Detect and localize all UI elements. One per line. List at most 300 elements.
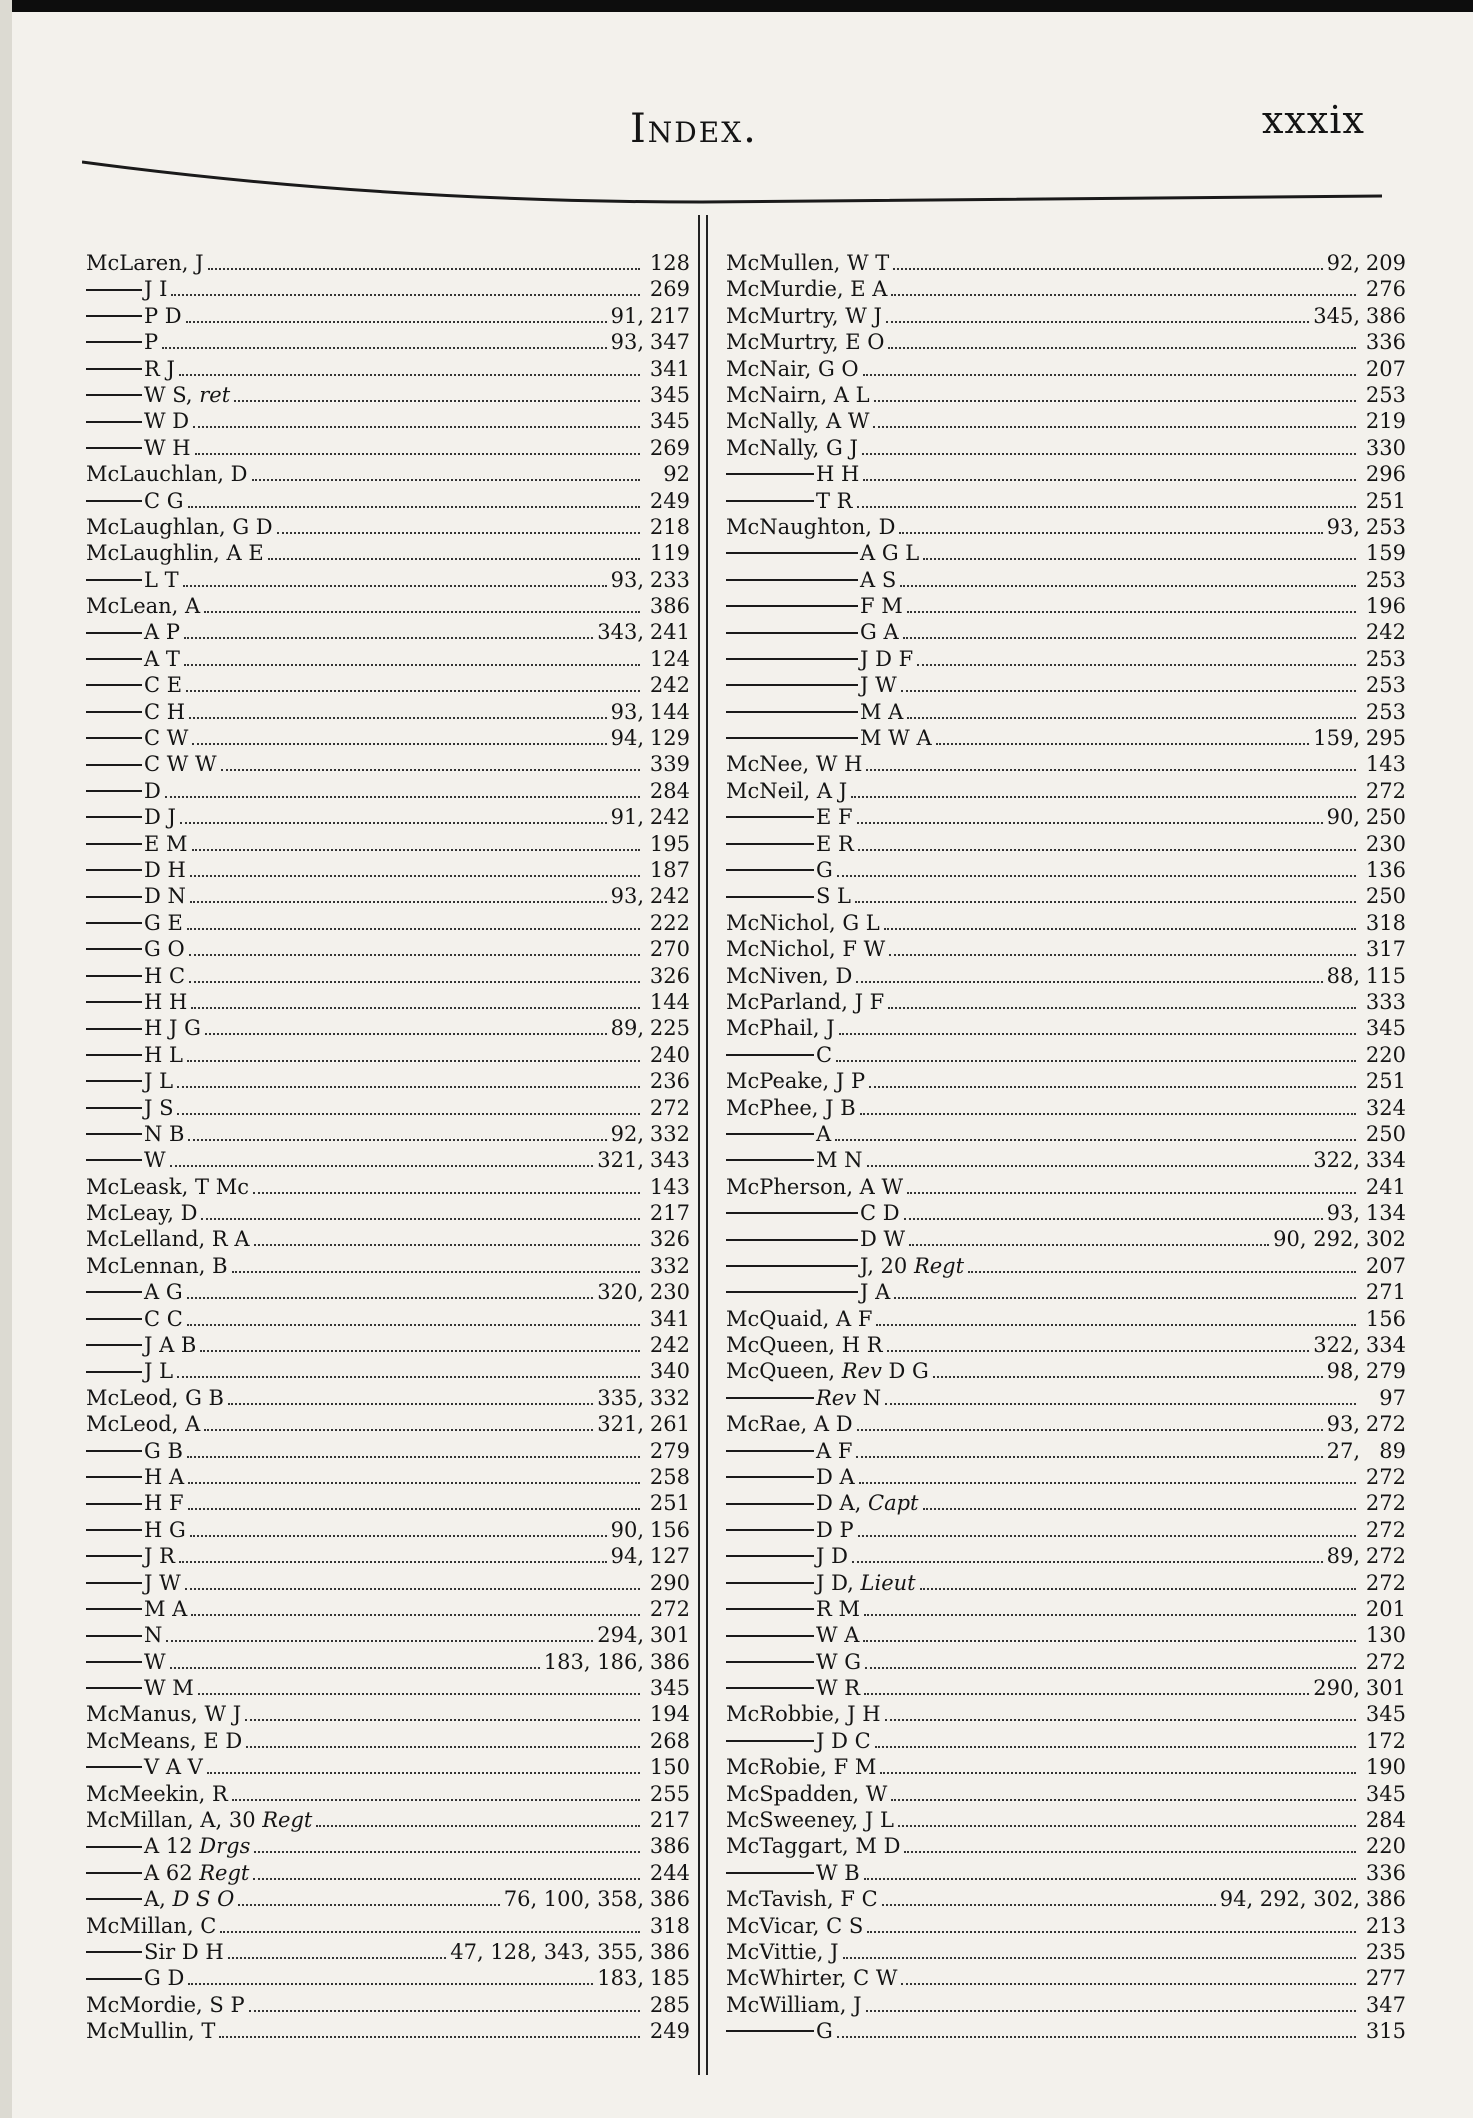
ditto-dash <box>726 1054 814 1056</box>
ditto-dash <box>86 1450 142 1452</box>
ditto-dash <box>86 1371 142 1373</box>
index-entry <box>726 831 1406 857</box>
ditto-dash <box>726 1159 814 1161</box>
entry-page-refs: 98, <box>1326 1359 1360 1384</box>
entry-page-refs: 91, <box>610 805 644 830</box>
ditto-dash <box>86 1318 142 1320</box>
ditto-dash <box>86 1080 142 1082</box>
ditto-dash <box>86 922 142 924</box>
leader-dots <box>187 1046 640 1062</box>
leader-dots <box>857 1415 1323 1431</box>
entry-page-number: 253 <box>1365 567 1406 592</box>
index-entry <box>726 1200 1406 1226</box>
leader-dots <box>904 1837 1356 1853</box>
entry-page-number: 386 <box>649 1834 690 1859</box>
ditto-dash <box>726 711 858 713</box>
index-entry <box>726 1517 1406 1543</box>
entry-name: H J G <box>144 1016 201 1041</box>
leader-dots <box>187 1310 640 1326</box>
ditto-dash <box>726 843 814 845</box>
entry-name: McLeod, A <box>86 1412 201 1437</box>
leader-dots <box>876 1310 1356 1326</box>
ditto-dash <box>86 948 142 950</box>
entry-name: McNeil, A J <box>726 778 848 803</box>
entry-name: W S, ret <box>144 382 231 407</box>
entry-page-number: 386 <box>1365 303 1406 328</box>
entry-name: L T <box>144 567 179 592</box>
index-entry <box>726 514 1406 540</box>
ditto-dash <box>86 1635 142 1637</box>
entry-page-number: 119 <box>649 541 690 566</box>
leader-dots <box>866 755 1356 771</box>
entry-page-number: 345 <box>649 382 690 407</box>
index-entry <box>726 303 1406 329</box>
index-entry <box>726 751 1406 777</box>
entry-page-refs: 93, <box>1326 1201 1360 1226</box>
entry-page-refs: 322, <box>1313 1333 1360 1358</box>
index-entry <box>86 1385 690 1411</box>
entry-name: C H <box>144 699 186 724</box>
entry-page-number: 251 <box>649 1491 690 1516</box>
entry-page-number: 225 <box>649 1016 690 1041</box>
entry-page-number: 261 <box>649 1412 690 1437</box>
index-entry <box>726 672 1406 698</box>
leader-dots <box>865 1653 1356 1669</box>
index-entry <box>86 1675 690 1701</box>
column-divider <box>706 215 708 2075</box>
index-entry <box>86 1042 690 1068</box>
entry-name: C E <box>144 673 183 698</box>
entry-name: McNairn, A L <box>726 382 870 407</box>
leader-dots <box>187 914 640 930</box>
leader-dots <box>968 1257 1356 1273</box>
ditto-dash <box>86 975 142 977</box>
ditto-dash <box>86 790 142 792</box>
ditto-dash <box>726 869 814 871</box>
leader-dots <box>864 1864 1356 1880</box>
leader-dots <box>232 1785 640 1801</box>
entry-name: H C <box>144 963 186 988</box>
leader-dots <box>170 1151 594 1167</box>
entry-name: McNair, G O <box>726 356 859 381</box>
entry-page-number: 279 <box>649 1438 690 1463</box>
entry-page-number: 269 <box>649 435 690 460</box>
ditto-dash <box>86 315 142 317</box>
entry-page-number: 386 <box>649 594 690 619</box>
entry-name: R J <box>144 356 175 381</box>
entry-page-number: 209 <box>1365 251 1406 275</box>
entry-name: G B <box>144 1438 183 1463</box>
header-rule <box>82 150 1382 210</box>
leader-dots <box>904 1204 1323 1220</box>
index-entry <box>86 778 690 804</box>
entry-page-refs: 94, <box>610 726 644 751</box>
entry-name: C G <box>144 488 184 513</box>
leader-dots <box>873 412 1356 428</box>
entry-name: R M <box>816 1596 860 1621</box>
entry-name: A P <box>144 620 180 645</box>
index-entry <box>86 1253 690 1279</box>
entry-name: J W <box>860 673 897 698</box>
entry-page-number: 242 <box>649 1333 690 1358</box>
entry-page-number: 345 <box>1365 1702 1406 1727</box>
entry-page-number: 220 <box>1365 1042 1406 1067</box>
entry-page-number: 271 <box>1365 1280 1406 1305</box>
ditto-dash <box>86 869 142 871</box>
leader-dots <box>238 1890 499 1906</box>
entry-page-number: 336 <box>1365 330 1406 355</box>
entry-name: McPhail, J <box>726 1016 835 1041</box>
leader-dots <box>886 307 1309 323</box>
index-entry <box>86 699 690 725</box>
index-entry <box>726 1438 1406 1464</box>
leader-dots <box>170 1653 540 1669</box>
leader-dots <box>188 1494 640 1510</box>
entry-name: McNichol, G L <box>726 910 880 935</box>
entry-name: H H <box>144 989 188 1014</box>
entry-page-number: 272 <box>1365 1517 1406 1542</box>
ditto-dash <box>86 1582 142 1584</box>
entry-page-number: 253 <box>1365 514 1406 539</box>
leader-dots <box>188 1969 593 1985</box>
leader-dots <box>888 333 1356 349</box>
index-entry <box>86 1121 690 1147</box>
ditto-dash <box>86 500 142 502</box>
leader-dots <box>198 1679 640 1695</box>
leader-dots <box>188 492 640 508</box>
entry-page-number: 236 <box>649 1069 690 1094</box>
ditto-dash <box>86 1159 142 1161</box>
leader-dots <box>898 1811 1356 1827</box>
leader-dots <box>188 1468 640 1484</box>
index-entry <box>86 672 690 698</box>
entry-page-number: 250 <box>1365 884 1406 909</box>
leader-dots <box>880 1758 1356 1774</box>
index-entry <box>726 1754 1406 1780</box>
entry-name: McLean, A <box>86 594 201 619</box>
leader-dots <box>189 967 640 983</box>
index-entry <box>726 910 1406 936</box>
entry-name: M A <box>860 699 904 724</box>
entry-page-number: 143 <box>649 1174 690 1199</box>
ditto-dash <box>86 1054 142 1056</box>
index-entry <box>86 408 690 434</box>
leader-dots <box>864 1679 1309 1695</box>
leader-dots <box>166 1626 593 1642</box>
leader-dots <box>858 835 1356 851</box>
ditto-dash <box>726 1212 858 1214</box>
entry-page-number: 255 <box>649 1781 690 1806</box>
ditto-dash <box>86 1133 142 1135</box>
index-entry <box>726 1068 1406 1094</box>
leader-dots <box>866 1996 1356 2012</box>
index-entry <box>86 725 690 751</box>
entry-page-number: 156 <box>1365 1306 1406 1331</box>
ditto-dash <box>726 1239 858 1241</box>
leader-dots <box>246 1732 640 1748</box>
leader-dots <box>851 782 1356 798</box>
entry-name: A <box>816 1121 832 1146</box>
leader-dots <box>191 993 640 1009</box>
entry-page-number: 277 <box>1365 1966 1406 1991</box>
index-entry <box>726 1649 1406 1675</box>
entry-page-number: 92 <box>663 462 690 487</box>
ditto-dash <box>86 1766 142 1768</box>
entry-name: W R <box>816 1676 861 1701</box>
ditto-dash <box>726 816 814 818</box>
entry-page-number: 284 <box>649 778 690 803</box>
entry-page-number: 345 <box>649 1676 690 1701</box>
index-entry <box>86 435 690 461</box>
entry-name: A G L <box>860 541 920 566</box>
entry-name: G A <box>860 620 899 645</box>
entry-page-number: 326 <box>649 963 690 988</box>
ditto-dash <box>726 1582 814 1584</box>
entry-page-number: 290 <box>649 1570 690 1595</box>
leader-dots <box>863 360 1356 376</box>
leader-dots <box>189 940 640 956</box>
ditto-dash <box>726 1265 858 1267</box>
entry-page-number: 272 <box>1365 1570 1406 1595</box>
entry-page-number: 217 <box>649 1808 690 1833</box>
ditto-dash <box>726 552 858 554</box>
entry-name: J D C <box>816 1728 871 1753</box>
leader-dots <box>869 1072 1356 1088</box>
entry-name: McWilliam, J <box>726 1992 862 2017</box>
page-title: Index. <box>630 106 758 152</box>
entry-name: McLeay, D <box>86 1201 198 1226</box>
ditto-dash <box>86 341 142 343</box>
index-entry <box>726 936 1406 962</box>
index-entry <box>86 1807 690 1833</box>
leader-dots <box>843 1943 1356 1959</box>
entry-page-number: 301 <box>1365 1676 1406 1701</box>
leader-dots <box>859 1468 1356 1484</box>
ditto-dash <box>726 500 814 502</box>
entry-name: W M <box>144 1676 194 1701</box>
leader-dots <box>894 1283 1356 1299</box>
index-entry <box>86 1913 690 1939</box>
index-entry <box>726 1860 1406 1886</box>
index-entry <box>726 963 1406 989</box>
index-entry <box>86 1332 690 1358</box>
leader-dots <box>923 544 1356 560</box>
entry-name: McMurtry, E O <box>726 330 885 355</box>
entry-name: McNally, G J <box>726 435 858 460</box>
entry-name: W <box>144 1148 166 1173</box>
ditto-dash <box>86 1661 142 1663</box>
ditto-dash <box>726 1397 814 1399</box>
entry-name: McRae, A D <box>726 1412 853 1437</box>
index-entry <box>726 883 1406 909</box>
leader-dots <box>933 1362 1323 1378</box>
leader-dots <box>189 703 607 719</box>
index-entry <box>726 1411 1406 1437</box>
entry-name: W D <box>144 409 190 434</box>
index-entry <box>726 1147 1406 1173</box>
entry-page-refs: 88, <box>1326 963 1360 988</box>
ditto-dash <box>86 421 142 423</box>
entry-name: C W W <box>144 752 217 777</box>
leader-dots <box>882 1890 1216 1906</box>
leader-dots <box>867 1917 1356 1933</box>
index-entry <box>726 461 1406 487</box>
leader-dots <box>893 254 1322 270</box>
leader-dots <box>228 1943 447 1959</box>
index-entry <box>86 1517 690 1543</box>
index-entry <box>726 382 1406 408</box>
entry-page-number: 272 <box>1365 778 1406 803</box>
index-entry <box>726 250 1406 276</box>
entry-name: J D, Lieut <box>816 1570 916 1595</box>
entry-page-number: 136 <box>1365 857 1406 882</box>
entry-page-number: 124 <box>649 646 690 671</box>
index-entry <box>86 883 690 909</box>
index-entry <box>86 619 690 645</box>
entry-page-number: 89 <box>1379 1438 1406 1463</box>
index-entry <box>726 488 1406 514</box>
leader-dots <box>891 280 1356 296</box>
index-entry <box>86 963 690 989</box>
index-entry <box>86 804 690 830</box>
entry-page-refs: 93, <box>610 884 644 909</box>
entry-page-number: 159 <box>1365 541 1406 566</box>
ditto-dash <box>86 1555 142 1557</box>
leader-dots <box>835 1125 1356 1141</box>
entry-name: G E <box>144 910 183 935</box>
leader-dots <box>188 1125 606 1141</box>
leader-dots <box>852 1547 1323 1563</box>
leader-dots <box>165 782 640 798</box>
index-entry <box>86 1570 690 1596</box>
ditto-dash <box>726 1476 814 1478</box>
leader-dots <box>885 1705 1356 1721</box>
entry-name: G O <box>144 937 185 962</box>
entry-name: E F <box>816 805 853 830</box>
leader-dots <box>190 887 607 903</box>
index-entry <box>726 1385 1406 1411</box>
leader-dots <box>253 1864 640 1880</box>
entry-name: D N <box>144 884 186 909</box>
leader-dots <box>901 676 1356 692</box>
index-entry <box>726 699 1406 725</box>
ditto-dash <box>86 632 142 634</box>
leader-dots <box>899 518 1322 534</box>
entry-page-number: 242 <box>649 805 690 830</box>
entry-page-number: 241 <box>649 620 690 645</box>
leader-dots <box>863 1626 1356 1642</box>
index-entry <box>86 1754 690 1780</box>
entry-page-number: 144 <box>649 699 690 724</box>
entry-page-number: 272 <box>1365 1491 1406 1516</box>
index-entry <box>726 778 1406 804</box>
index-entry <box>86 276 690 302</box>
entry-name: McQueen, H R <box>726 1333 883 1358</box>
entry-page-number: 244 <box>649 1860 690 1885</box>
ditto-dash <box>86 1107 142 1109</box>
entry-name: J I <box>144 277 168 302</box>
ditto-dash <box>86 579 142 581</box>
ditto-dash <box>726 2030 814 2032</box>
entry-page-number: 235 <box>1365 1940 1406 1964</box>
entry-name: A T <box>144 646 180 671</box>
ditto-dash <box>726 684 858 686</box>
leader-dots <box>864 1600 1356 1616</box>
leader-dots <box>875 1732 1356 1748</box>
leader-dots <box>900 571 1356 587</box>
entry-page-number: 345 <box>1365 1016 1406 1041</box>
leader-dots <box>177 1072 640 1088</box>
entry-name: J D F <box>860 646 914 671</box>
leader-dots <box>193 412 640 428</box>
ditto-dash <box>86 289 142 291</box>
leader-dots <box>858 1521 1356 1537</box>
entry-name: D H <box>144 857 186 882</box>
entry-name: McPeake, J P <box>726 1069 866 1094</box>
entry-page-number: 195 <box>649 831 690 856</box>
leader-dots <box>837 861 1356 877</box>
entry-page-number: 115 <box>1365 963 1406 988</box>
entry-page-number: 347 <box>649 330 690 355</box>
leader-dots <box>195 439 640 455</box>
entry-name: C D <box>860 1201 900 1226</box>
entry-page-number: 330 <box>1365 435 1406 460</box>
page-top-edge <box>0 0 1473 12</box>
index-entry <box>86 1728 690 1754</box>
entry-page-number: 339 <box>649 752 690 777</box>
entry-page-number: 258 <box>649 1464 690 1489</box>
entry-name: N <box>144 1623 163 1648</box>
entry-page-number: 386 <box>649 1940 690 1964</box>
ditto-dash <box>86 1503 142 1505</box>
entry-page-number: 270 <box>649 937 690 962</box>
leader-dots <box>200 1336 640 1352</box>
entry-page-number: 251 <box>1365 1069 1406 1094</box>
leader-dots <box>891 1785 1356 1801</box>
leader-dots <box>836 1046 1356 1062</box>
entry-page-refs: 93, <box>610 330 644 355</box>
entry-page-refs: 93, <box>610 567 644 592</box>
entry-page-refs: 294, <box>597 1623 644 1648</box>
entry-page-number: 276 <box>1365 277 1406 302</box>
entry-name: G D <box>144 1966 185 1991</box>
entry-page-number: 196 <box>1365 594 1406 619</box>
leader-dots <box>190 1521 607 1537</box>
entry-page-number: 150 <box>649 1755 690 1780</box>
ditto-dash <box>86 1291 142 1293</box>
leader-dots <box>254 1230 640 1246</box>
index-entry <box>86 1701 690 1727</box>
entry-page-number: 340 <box>649 1359 690 1384</box>
index-entry <box>86 936 690 962</box>
entry-page-number: 156 <box>649 1517 690 1542</box>
entry-name: J, 20 Regt <box>860 1253 965 1278</box>
leader-dots <box>253 1178 640 1194</box>
index-entry <box>86 1833 690 1859</box>
leader-dots <box>917 650 1356 666</box>
entry-page-number: 194 <box>649 1702 690 1727</box>
leader-dots <box>874 386 1356 402</box>
entry-name: P <box>144 330 159 355</box>
index-column-right <box>726 250 1406 2045</box>
index-entry <box>86 1649 690 1675</box>
leader-dots <box>277 518 640 534</box>
entry-name: G <box>816 857 833 882</box>
entry-name: M W A <box>860 726 932 751</box>
entry-page-refs: 90, 292, <box>1273 1227 1360 1252</box>
entry-name: Rev N <box>816 1385 882 1410</box>
leader-dots <box>936 729 1310 745</box>
